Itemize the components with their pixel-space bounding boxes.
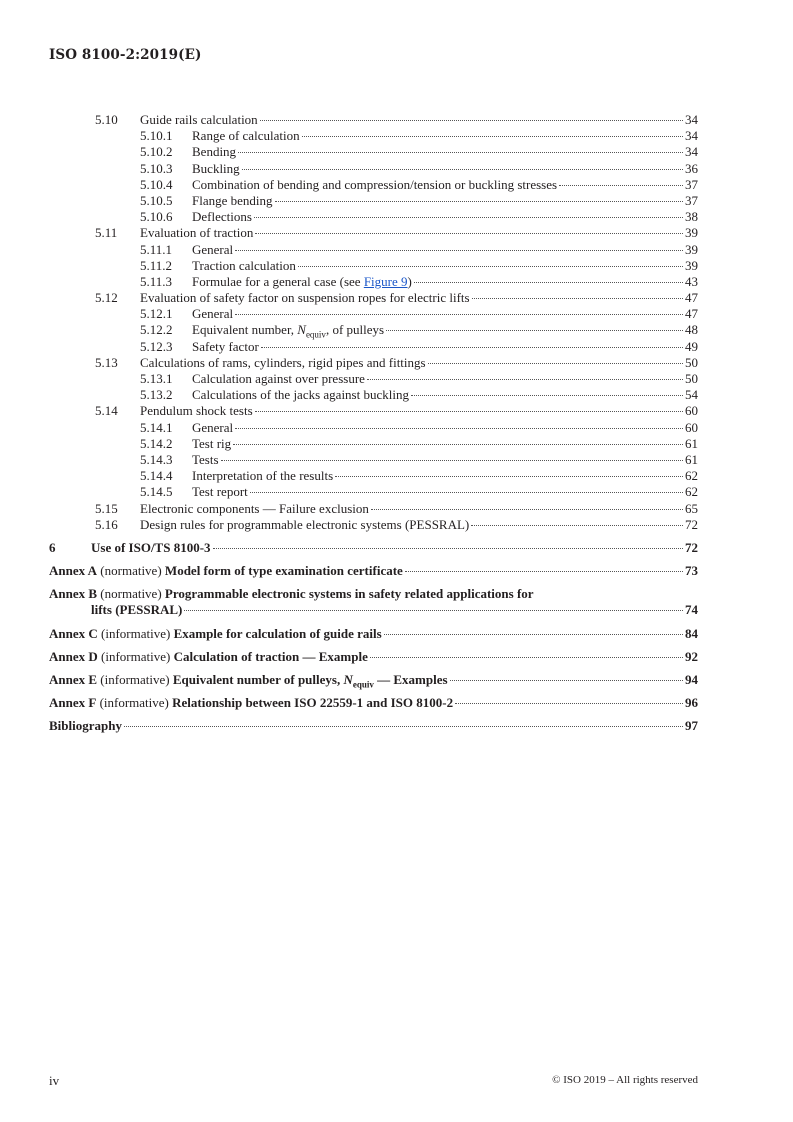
toc-entry-number: 5.12 — [95, 290, 118, 306]
toc-entry-page: 38 — [685, 209, 698, 225]
toc-entry-title — [49, 563, 403, 579]
toc-entry-number: 5.16 — [95, 516, 118, 532]
toc-entry-number: 5.14.1 — [140, 419, 173, 435]
annex-type: (normative) — [100, 563, 162, 579]
dot-leader — [370, 657, 683, 658]
dot-leader — [250, 492, 683, 493]
toc-entry-number: 5.10.4 — [140, 176, 173, 192]
toc-entry-5-10-2[interactable] — [49, 144, 698, 160]
toc-entry-number: 5.11.3 — [140, 273, 173, 289]
toc-entry-number: 5.10.6 — [140, 209, 173, 225]
annex-type: (informative) — [100, 672, 170, 688]
annex-type: (normative) — [100, 586, 162, 602]
toc-entry-number: 5.14.3 — [140, 451, 173, 467]
toc-entry-5-13-2[interactable] — [49, 387, 698, 403]
toc-entry-title: Combination of bending and compression/tension or buckling stresses — [192, 176, 558, 192]
toc-entry-title: Evaluation of safety factor on suspension ropes for electric lifts — [140, 290, 470, 306]
title-prefix: Equivalent number of pulleys, — [172, 672, 344, 688]
toc-entry-5-15[interactable] — [49, 501, 698, 517]
toc-entry-number: 5.14.2 — [140, 435, 173, 451]
dot-leader — [213, 548, 683, 549]
symbol-n: N — [343, 672, 353, 688]
toc-entry-number: 5.10.1 — [140, 128, 173, 144]
toc-entry-5-11[interactable] — [49, 225, 698, 241]
toc-entry-page: 92 — [685, 648, 698, 664]
toc-entry-5-14-4[interactable] — [49, 468, 698, 484]
toc-entry-title — [49, 626, 382, 642]
toc-entry-title: Electronic components — Failure exclusion — [140, 500, 369, 516]
dot-leader — [238, 152, 683, 153]
toc-entry-page: 61 — [685, 451, 698, 467]
toc-entry-5-10-6[interactable] — [49, 209, 698, 225]
toc-entry-number: 5.12.2 — [140, 322, 173, 338]
table-of-contents — [49, 112, 698, 735]
annex-title-line1: Programmable electronic systems in safety related applications for — [164, 586, 534, 602]
annex-b-line2 — [49, 602, 698, 618]
toc-entry-number: 5.10.3 — [140, 160, 173, 176]
dot-leader — [233, 444, 683, 445]
toc-entry-page: 34 — [685, 128, 698, 144]
toc-entry-page: 43 — [685, 273, 698, 289]
dot-leader — [275, 201, 683, 202]
toc-entry-title: Traction calculation — [192, 257, 296, 273]
annex-b-line1 — [49, 586, 698, 602]
dot-leader — [414, 282, 683, 283]
toc-entry-page: 37 — [685, 192, 698, 208]
toc-entry-page: 39 — [685, 225, 698, 241]
dot-leader — [428, 363, 683, 364]
dot-leader — [184, 610, 683, 611]
toc-entry-page: 60 — [685, 403, 698, 419]
toc-entry-title: Calculations of rams, cylinders, rigid pipes and fittings — [140, 354, 426, 370]
toc-entry-title — [49, 695, 453, 711]
footer-copyright: © ISO 2019 – All rights reserved — [552, 1074, 698, 1086]
toc-entry-page: 34 — [685, 112, 698, 127]
dot-leader — [367, 379, 683, 380]
toc-entry-title: Deflections — [192, 209, 252, 225]
dot-leader — [411, 395, 683, 396]
toc-entry-page: 48 — [685, 322, 698, 338]
title-prefix: Equivalent number, — [192, 322, 298, 338]
toc-entry-title: Guide rails calculation — [140, 112, 258, 127]
toc-entry-number: 5.13.1 — [140, 371, 173, 386]
toc-entry-number: 5.10.5 — [140, 192, 173, 208]
toc-entry-number: 5.10 — [95, 112, 118, 127]
toc-entry-title: Bending — [192, 144, 237, 160]
toc-entry-annex-e[interactable] — [49, 672, 698, 688]
annex-title — [172, 672, 448, 690]
toc-entry-page: 72 — [685, 516, 698, 532]
annex-title: Model form of type examination certificate — [164, 563, 403, 579]
dot-leader — [255, 411, 683, 412]
annex-title: Calculation of traction — Example — [173, 648, 368, 664]
dot-leader — [371, 509, 683, 510]
figure-9-link[interactable]: Figure 9 — [363, 273, 408, 289]
toc-entry-title: Calculations of the jacks against buckling — [192, 387, 409, 403]
title-prefix: Formulae for a general case (see — [192, 273, 364, 289]
toc-entry-title: Range of calculation — [192, 128, 300, 144]
footer-page-number: iv — [49, 1073, 60, 1088]
toc-entry-page: 65 — [685, 500, 698, 516]
document-header: ISO 8100-2:2019(E) — [49, 47, 202, 63]
toc-entry-number: 5.13 — [95, 354, 118, 370]
dot-leader — [386, 330, 683, 331]
toc-entry-page: 73 — [685, 563, 698, 579]
toc-entry-title — [192, 274, 412, 290]
toc-entry-title — [192, 322, 385, 341]
toc-entry-5-14-2[interactable] — [49, 436, 698, 452]
toc-entry-title: General — [192, 419, 234, 435]
toc-entry-title: Evaluation of traction — [140, 225, 254, 241]
toc-entry-title: Buckling — [192, 160, 240, 176]
toc-entry-number: 5.11.2 — [140, 257, 173, 273]
toc-entry-page: 72 — [685, 539, 698, 555]
toc-entry-number: 5.15 — [95, 500, 118, 516]
toc-entry-annex-c[interactable] — [49, 626, 698, 642]
title-suffix: ) — [407, 273, 412, 289]
annex-type: (informative) — [101, 648, 171, 664]
dot-leader — [255, 233, 683, 234]
toc-entry-5-14-3[interactable] — [49, 452, 698, 468]
dot-leader — [298, 266, 683, 267]
toc-entry-5-11-3[interactable] — [49, 274, 698, 290]
dot-leader — [472, 298, 683, 299]
title-suffix: , of pulleys — [325, 322, 385, 338]
toc-entry-5-10[interactable] — [49, 112, 698, 128]
toc-entry-number: 5.13.2 — [140, 387, 173, 403]
annex-type: (informative) — [99, 695, 169, 711]
toc-entry-5-10-3[interactable] — [49, 161, 698, 177]
toc-entry-title: Design rules for programmable electronic systems (PESSRAL) — [140, 516, 470, 532]
toc-entry-page: 62 — [685, 468, 698, 484]
toc-entry-number: 5.11 — [95, 225, 118, 241]
dot-leader — [221, 460, 683, 461]
toc-entry-title: Test rig — [192, 435, 232, 451]
toc-entry-annex-a[interactable] — [49, 563, 698, 579]
toc-entry-page: 50 — [685, 354, 698, 370]
annex-type: (informative) — [101, 625, 171, 641]
toc-entry-number: 5.14.4 — [140, 468, 173, 484]
toc-entry-number: 5.11.1 — [140, 241, 173, 257]
dot-leader — [235, 428, 683, 429]
toc-entry-page: 84 — [685, 625, 698, 641]
toc-entry-page: 47 — [685, 290, 698, 306]
toc-entry-title: General — [192, 241, 234, 257]
toc-entry-title — [49, 672, 448, 688]
toc-entry-5-14-1[interactable] — [49, 420, 698, 436]
toc-entry-page: 54 — [685, 387, 698, 403]
toc-entry-5-12[interactable] — [49, 290, 698, 306]
toc-entry-title: Calculation against over pressure — [192, 371, 365, 386]
toc-entry-page: 50 — [685, 371, 698, 386]
toc-entry-number: 5.14.5 — [140, 484, 173, 500]
toc-entry-clause-6[interactable] — [49, 540, 698, 556]
toc-entry-number: 5.10.2 — [140, 144, 173, 160]
symbol-n: N — [297, 322, 306, 338]
toc-entry-5-12-2[interactable] — [49, 322, 698, 341]
toc-entry-title: Test report — [192, 484, 248, 500]
toc-entry-page: 39 — [685, 257, 698, 273]
dot-leader — [455, 703, 683, 704]
toc-entry-5-12-3[interactable] — [49, 339, 698, 355]
dot-leader — [260, 120, 683, 121]
toc-entry-page: 39 — [685, 241, 698, 257]
toc-entry-page: 36 — [685, 160, 698, 176]
dot-leader — [405, 571, 683, 572]
toc-entry-5-11-1[interactable] — [49, 242, 698, 258]
toc-entry-page: 49 — [685, 338, 698, 354]
annex-label: Annex E — [49, 672, 98, 688]
annex-label: Annex F — [49, 695, 97, 711]
toc-entry-5-13-1[interactable] — [49, 371, 698, 387]
dot-leader — [242, 169, 683, 170]
toc-entry-annex-d[interactable] — [49, 649, 698, 665]
toc-entry-page: 74 — [685, 602, 698, 618]
annex-label: Annex D — [49, 648, 98, 664]
toc-entry-title: Bibliography — [49, 718, 122, 734]
toc-entry-page: 62 — [685, 484, 698, 500]
toc-entry-title — [49, 649, 368, 665]
toc-entry-5-13[interactable] — [49, 355, 698, 371]
dot-leader — [235, 250, 683, 251]
toc-entry-page: 60 — [685, 419, 698, 435]
toc-entry-number: 6 — [49, 539, 56, 555]
symbol-subscript: equiv — [305, 330, 326, 341]
toc-entry-number: 5.12.3 — [140, 338, 173, 354]
toc-entry-page: 37 — [685, 176, 698, 192]
toc-entry-5-14-5[interactable] — [49, 484, 698, 500]
toc-entry-annex-f[interactable] — [49, 695, 698, 711]
annex-title: Example for calculation of guide rails — [173, 625, 382, 641]
dot-leader — [559, 185, 683, 186]
toc-entry-page: 34 — [685, 144, 698, 160]
title-suffix: — Examples — [373, 672, 448, 688]
toc-entry-title: Interpretation of the results — [192, 468, 334, 484]
toc-entry-5-10-1[interactable] — [49, 128, 698, 144]
dot-leader — [302, 136, 683, 137]
annex-label: Annex C — [49, 625, 98, 641]
toc-entry-page: 97 — [685, 718, 698, 734]
toc-entry-title: Tests — [192, 451, 219, 467]
toc-entry-number: 5.12.1 — [140, 306, 173, 322]
annex-label: Annex A — [49, 563, 98, 579]
annex-label: Annex B — [49, 586, 98, 602]
dot-leader — [254, 217, 683, 218]
toc-entry-5-11-2[interactable] — [49, 258, 698, 274]
dot-leader — [450, 680, 683, 681]
dot-leader — [124, 726, 683, 727]
toc-entry-title: Use of ISO/TS 8100-3 — [91, 539, 211, 555]
toc-entry-5-14[interactable] — [49, 403, 698, 419]
toc-entry-5-16[interactable] — [49, 517, 698, 533]
toc-entry-title: Flange bending — [192, 192, 273, 208]
toc-entry-page: 61 — [685, 435, 698, 451]
dot-leader — [335, 476, 683, 477]
toc-entry-title: General — [192, 306, 234, 322]
toc-entry-5-12-1[interactable] — [49, 306, 698, 322]
annex-title-line2: lifts (PESSRAL) — [91, 602, 183, 618]
toc-entry-5-10-5[interactable] — [49, 193, 698, 209]
toc-entry-page: 47 — [685, 306, 698, 322]
dot-leader — [235, 314, 683, 315]
toc-entry-annex-b[interactable] — [49, 586, 698, 618]
dot-leader — [261, 347, 683, 348]
toc-entry-page: 96 — [685, 695, 698, 711]
toc-entry-bibliography[interactable] — [49, 718, 698, 734]
toc-entry-5-10-4[interactable] — [49, 177, 698, 193]
toc-entry-number: 5.14 — [95, 403, 118, 419]
dot-leader — [384, 634, 683, 635]
annex-title: Relationship between ISO 22559-1 and ISO 8100-2 — [172, 695, 454, 711]
toc-entry-title: Safety factor — [192, 338, 259, 354]
toc-entry-title: Pendulum shock tests — [140, 403, 253, 419]
dot-leader — [471, 525, 683, 526]
symbol-subscript: equiv — [352, 679, 374, 690]
toc-entry-page: 94 — [685, 672, 698, 688]
